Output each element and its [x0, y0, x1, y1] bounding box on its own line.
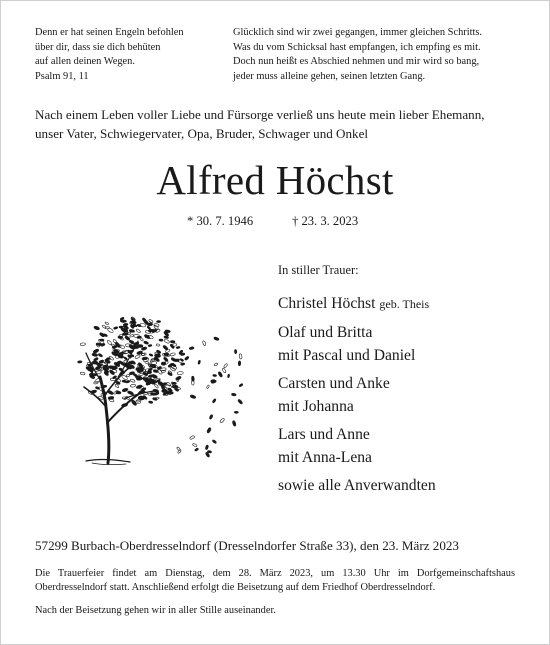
leaf [122, 332, 128, 335]
leaf [218, 371, 223, 377]
leaf [143, 319, 149, 325]
leaf [157, 321, 161, 323]
leaf [234, 411, 238, 413]
leaf [205, 445, 209, 450]
leaf [107, 327, 114, 333]
leaf [177, 449, 181, 453]
leaf [98, 353, 103, 357]
leaf [214, 363, 218, 366]
leaf [194, 448, 198, 452]
leaf [129, 334, 133, 337]
deceased-name: Alfred Höchst [156, 157, 394, 203]
mourners-block [278, 262, 436, 501]
leaf [202, 341, 206, 346]
leaf [223, 363, 228, 368]
leaf [206, 385, 209, 389]
leaf [163, 357, 168, 362]
leaf [148, 374, 153, 378]
leaf [144, 334, 150, 339]
family-parents: Olaf und Britta [278, 323, 373, 341]
leaf [107, 390, 114, 396]
spouse-name: Christel Höchst [278, 295, 376, 312]
leaf [154, 384, 159, 389]
final-note: Nach der Beisetzung gehen wir in aller Stille auseinander. [35, 605, 276, 616]
leaf [239, 354, 242, 360]
leaf [77, 361, 82, 364]
leaf [135, 354, 141, 359]
leaf [153, 369, 158, 373]
verse-right-line: Doch nun heißt es Abschied nehmen und mir wird so bang, [233, 56, 480, 67]
verse-left-line: Denn er hat seinen Engeln befohlen [35, 27, 184, 38]
leaf [149, 353, 153, 356]
verse-right [233, 26, 482, 84]
leaf [80, 343, 85, 346]
verse-right-line: Glücklich sind wir zwei gegangen, immer gleichen Schritts. [233, 27, 483, 38]
leaf [130, 384, 136, 387]
leaf [198, 360, 201, 364]
leaf [164, 339, 170, 344]
mourner-family [278, 321, 436, 368]
leaf [102, 385, 107, 388]
funeral-notice: Die Trauerfeier findet am Dienstag, dem 28. März 2023, um 13.30 Uhr im Dorfgemeinschaftshaus Oberdresselndorf statt. Anschließend erfolgt die Beisetzung auf dem Friedhof Oberdresselndorf. [35, 568, 515, 594]
leaf [148, 319, 153, 323]
leaf [92, 353, 98, 357]
leaf [96, 343, 101, 346]
death-date: † 23. 3. 2023 [292, 214, 359, 228]
leaf [131, 400, 137, 405]
leaf [156, 344, 160, 347]
leaf [232, 420, 236, 426]
leaf [162, 363, 166, 365]
intro-text [35, 105, 485, 143]
leaf [137, 324, 141, 327]
leaf [189, 435, 195, 440]
leaf [131, 361, 136, 365]
family-parents: Lars und Anne [278, 425, 370, 443]
address-line: 57299 Burbach-Oberdresselndorf (Dresselndorfer Straße 33), den 23. März 2023 [35, 538, 459, 553]
verse-left-line: auf allen deinen Wegen. [35, 56, 135, 67]
verse-left [35, 26, 184, 84]
leaf [176, 447, 180, 451]
leaf [121, 375, 128, 381]
leaf [147, 326, 151, 330]
leaf [170, 352, 176, 356]
spouse-maiden-name: geb. Theis [379, 297, 430, 311]
leaf [145, 361, 149, 364]
leaf [91, 390, 97, 394]
leaf [133, 373, 138, 377]
leaf [180, 363, 185, 366]
leaf [177, 371, 183, 375]
family-children: mit Pascal und Daniel [278, 347, 416, 364]
leaf [136, 328, 141, 333]
leaf [239, 383, 243, 387]
leaf [142, 357, 148, 360]
leaf [192, 443, 197, 447]
intro-line-2: unser Vater, Schwiegervater, Opa, Bruder, Schwager und Onkel [35, 126, 369, 141]
leaf [113, 326, 118, 329]
leaf [189, 346, 194, 349]
leaf [237, 399, 243, 405]
leaf [219, 418, 224, 424]
leaf [161, 370, 165, 373]
leaf [129, 391, 134, 396]
leaf [107, 340, 112, 346]
family-children: mit Johanna [278, 398, 354, 415]
tree-leaves [77, 316, 243, 457]
leaf [159, 339, 163, 341]
leaf [148, 401, 153, 404]
leaf [227, 374, 229, 378]
leaf [170, 344, 175, 349]
leaf [93, 326, 99, 331]
leaf [212, 439, 217, 443]
leaf [102, 325, 106, 329]
leaf [213, 374, 217, 377]
verse-right-line: Was du vom Schicksal hast empfangen, ich empfing es mit. [233, 41, 481, 53]
leaf [214, 337, 220, 341]
leaf [143, 341, 148, 345]
birth-date: * 30. 7. 1946 [187, 214, 254, 228]
mourner-spouse [278, 292, 436, 317]
leaf [100, 339, 104, 341]
leaf [162, 389, 168, 392]
verse-left-line: über dir, dass sie dich behüten [35, 41, 161, 53]
mourner-family [278, 423, 436, 470]
mourners-heading: In stiller Trauer: [278, 263, 359, 277]
leaf [184, 356, 189, 361]
leaf [209, 414, 213, 419]
leaf [166, 382, 171, 387]
leaf [174, 359, 179, 362]
leaf [109, 356, 114, 361]
family-parents: Carsten und Anke [278, 374, 390, 392]
leaf [191, 376, 194, 381]
leaf [130, 379, 136, 383]
leaf [124, 357, 128, 361]
leaf [176, 346, 180, 349]
leaf [80, 372, 85, 375]
leaf [119, 371, 125, 376]
mourner-family [278, 372, 436, 419]
verse-left-reference: Psalm 91, 11 [35, 70, 89, 82]
windblown-tree-illustration [72, 295, 252, 475]
leaf [238, 361, 241, 366]
leaf [136, 384, 143, 389]
leaf [234, 349, 236, 353]
leaf [148, 344, 152, 346]
leaf [169, 392, 173, 394]
leaf [190, 394, 196, 399]
intro-line-1: Nach einem Leben voller Liebe und Fürsorge verließ uns heute mein lieber Ehemann, [35, 107, 485, 122]
leaf [108, 396, 114, 400]
leaf [116, 391, 121, 394]
leaf [121, 403, 128, 407]
leaf [134, 346, 139, 349]
leaf [170, 340, 175, 343]
mourners-closing: sowie alle Anverwandten [278, 476, 436, 494]
leaf [231, 393, 236, 396]
family-children: mit Anna-Lena [278, 449, 372, 466]
leaf [212, 398, 216, 403]
leaf [109, 369, 115, 375]
leaf [105, 322, 109, 325]
leaf [170, 367, 176, 372]
leaf [206, 427, 211, 433]
leaf [165, 330, 170, 333]
leaf [222, 368, 227, 373]
verse-right-line: jeder muss alleine gehen, seinen letzten Gang. [233, 70, 426, 82]
leaf [140, 337, 144, 341]
